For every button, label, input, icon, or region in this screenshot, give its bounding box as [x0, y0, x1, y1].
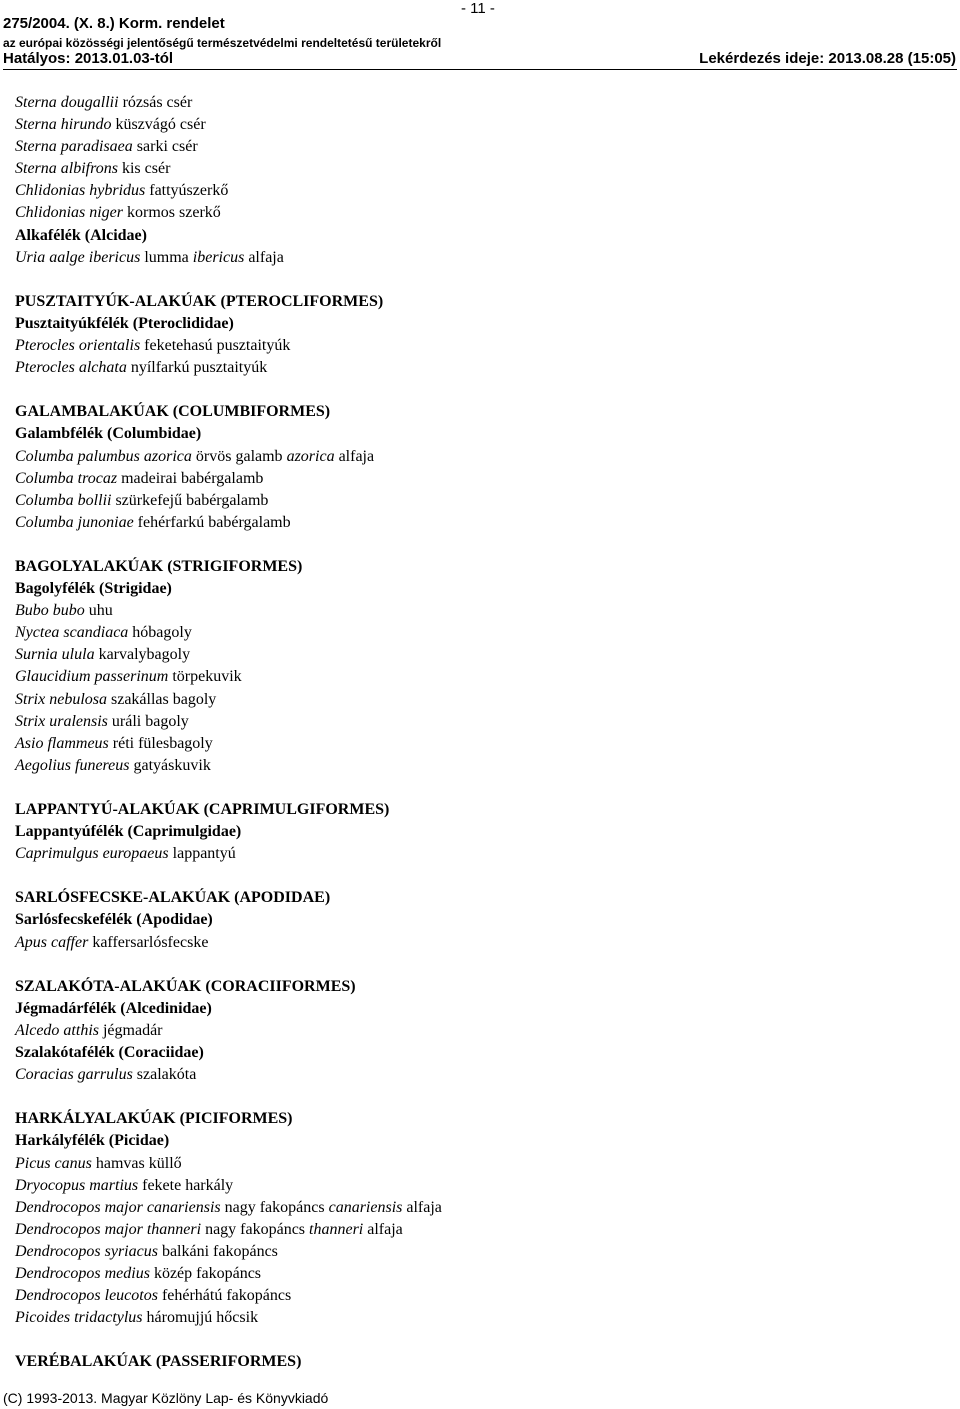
common-name: küszvágó csér	[111, 116, 206, 134]
common-name: Jégmadárfélék (Alcedinidae)	[15, 999, 212, 1017]
species-entry	[15, 92, 945, 114]
blank-line	[15, 954, 945, 976]
common-name: szakállas bagoly	[107, 690, 217, 708]
common-name: SZALAKÓTA-ALAKÚAK (CORACIIFORMES)	[15, 977, 356, 995]
scientific-name: azorica	[286, 447, 335, 465]
species-entry	[15, 357, 945, 379]
species-entry	[15, 644, 945, 666]
common-name: fehérfarkú babérgalamb	[133, 513, 291, 531]
common-name: törpekuvik	[168, 668, 242, 686]
taxon-heading	[15, 556, 945, 578]
scientific-name: Dendrocopos medius	[15, 1264, 150, 1282]
scientific-name: Columba junoniae	[15, 513, 134, 531]
species-entry	[15, 114, 945, 136]
common-name: jégmadár	[98, 1021, 163, 1039]
scientific-name: Sterna albifrons	[15, 160, 118, 178]
common-name: réti fülesbagoly	[108, 734, 213, 752]
scientific-name: Strix uralensis	[15, 712, 108, 730]
species-entry	[15, 711, 945, 733]
scientific-name: Strix nebulosa	[15, 690, 107, 708]
species-entry	[15, 689, 945, 711]
common-name: örvös galamb	[191, 447, 287, 465]
species-entry	[15, 180, 945, 202]
taxon-heading	[15, 1108, 945, 1130]
scientific-name: ibericus	[192, 248, 245, 266]
common-name: fekete harkály	[138, 1176, 234, 1194]
taxon-heading	[15, 423, 945, 445]
common-name: GALAMBALAKÚAK (COLUMBIFORMES)	[15, 403, 331, 421]
scientific-name: Coracias garrulus	[15, 1066, 133, 1084]
scientific-name: Bubo bubo	[15, 602, 85, 620]
common-name: lappantyú	[168, 845, 236, 863]
scientific-name: Dendrocopos leucotos	[15, 1287, 158, 1305]
common-name: alfaja	[334, 447, 375, 465]
blank-line	[15, 534, 945, 556]
species-entry	[15, 932, 945, 954]
common-name: nyílfarkú pusztaityúk	[126, 359, 268, 377]
common-name: kis csér	[117, 160, 171, 178]
species-entry	[15, 1064, 945, 1086]
header-divider	[3, 69, 957, 70]
common-name: LAPPANTYÚ-ALAKÚAK (CAPRIMULGIFORMES)	[15, 801, 390, 818]
scientific-name: Picus canus	[15, 1154, 92, 1172]
species-entry	[15, 1285, 945, 1307]
common-name: Bagolyfélék (Strigidae)	[15, 580, 172, 598]
common-name: feketehasú pusztaityúk	[140, 337, 291, 355]
query-time: Lekérdezés ideje: 2013.08.28 (15:05)	[699, 50, 956, 67]
scientific-name: Apus caffer	[15, 933, 89, 951]
species-entry	[15, 1197, 945, 1219]
common-name: rózsás csér	[118, 94, 193, 111]
scientific-name: Sterna hirundo	[15, 116, 112, 134]
taxon-heading	[15, 1351, 945, 1373]
blank-line	[15, 269, 945, 291]
scientific-name: Pterocles alchata	[15, 359, 127, 377]
common-name: lumma	[140, 248, 193, 266]
blank-line	[15, 777, 945, 799]
scientific-name: Uria aalge ibericus	[15, 248, 141, 266]
scientific-name: Dendrocopos major canariensis	[15, 1198, 221, 1216]
scientific-name: Chlidonias niger	[15, 204, 124, 222]
species-entry	[15, 1219, 945, 1241]
law-subtitle: az európai közösségi jelentőségű természetvédelmi rendeltetésű területekről	[3, 36, 442, 50]
species-entry	[15, 1241, 945, 1263]
species-entry	[15, 666, 945, 688]
species-entry	[15, 843, 945, 865]
taxon-heading	[15, 225, 945, 247]
common-name: fehérhátú fakopáncs	[157, 1287, 292, 1305]
common-name: kaffersarlósfecske	[88, 933, 209, 951]
species-entry	[15, 600, 945, 622]
common-name: nagy fakopáncs	[201, 1220, 310, 1238]
common-name: uhu	[84, 602, 113, 620]
species-entry	[15, 1153, 945, 1175]
common-name: BAGOLYALAKÚAK (STRIGIFORMES)	[15, 557, 303, 575]
species-entry	[15, 136, 945, 158]
common-name: Sarlósfecskefélék (Apodidae)	[15, 911, 213, 929]
scientific-name: Caprimulgus europaeus	[15, 845, 169, 863]
species-list	[15, 92, 945, 1373]
taxon-heading	[15, 401, 945, 423]
taxon-heading	[15, 1130, 945, 1152]
species-entry	[15, 468, 945, 490]
species-entry	[15, 1020, 945, 1042]
scientific-name: Dryocopus martius	[15, 1176, 139, 1194]
common-name: Szalakótafélék (Coraciidae)	[15, 1044, 204, 1062]
species-entry	[15, 1263, 945, 1285]
taxon-heading	[15, 887, 945, 909]
species-entry	[15, 446, 945, 468]
scientific-name: Surnia ulula	[15, 646, 95, 664]
scientific-name: Nyctea scandiaca	[15, 624, 129, 642]
common-name: VERÉBALAKÚAK (PASSERIFORMES)	[15, 1353, 302, 1371]
common-name: szalakóta	[132, 1066, 197, 1084]
blank-line	[15, 865, 945, 887]
common-name: sarki csér	[132, 138, 198, 156]
scientific-name: Alcedo atthis	[15, 1021, 99, 1039]
common-name: gatyáskuvik	[129, 756, 211, 774]
common-name: Alkafélék (Alcidae)	[15, 226, 147, 244]
common-name: szürkefejű babérgalamb	[111, 491, 269, 509]
taxon-heading	[15, 821, 945, 843]
scientific-name: Chlidonias hybridus	[15, 182, 146, 200]
common-name: háromujjú hőcsik	[142, 1309, 259, 1327]
species-entry	[15, 755, 945, 777]
common-name: madeirai babérgalamb	[117, 469, 264, 487]
taxon-heading	[15, 976, 945, 998]
common-name: Galambfélék (Columbidae)	[15, 425, 202, 443]
common-name: kormos szerkő	[123, 204, 221, 222]
scientific-name: Columba trocaz	[15, 469, 118, 487]
taxon-heading	[15, 799, 945, 821]
taxon-heading	[15, 998, 945, 1020]
taxon-heading	[15, 578, 945, 600]
law-title: 275/2004. (X. 8.) Korm. rendelet	[3, 15, 225, 32]
scientific-name: Picoides tridactylus	[15, 1309, 143, 1327]
scientific-name: Glaucidium passerinum	[15, 668, 169, 686]
scientific-name: Sterna paradisaea	[15, 138, 133, 156]
species-entry	[15, 247, 945, 269]
page-number: - 11 -	[461, 0, 495, 17]
effective-date: Hatályos: 2013.01.03-tól	[3, 50, 174, 67]
common-name: fattyúszerkő	[145, 182, 229, 200]
common-name: alfaja	[363, 1220, 403, 1238]
common-name: hóbagoly	[128, 624, 192, 642]
common-name: Pusztaityúkfélék (Pteroclididae)	[15, 314, 234, 332]
common-name: hamvas küllő	[91, 1154, 182, 1172]
scientific-name: thanneri	[309, 1220, 364, 1238]
taxon-heading	[15, 909, 945, 931]
species-entry	[15, 1175, 945, 1197]
scientific-name: Dendrocopos syriacus	[15, 1242, 158, 1260]
common-name: PUSZTAITYÚK-ALAKÚAK (PTEROCLIFORMES)	[15, 292, 384, 310]
taxon-heading	[15, 1042, 945, 1064]
common-name: Harkályfélék (Picidae)	[15, 1132, 170, 1150]
common-name: alfaja	[402, 1198, 442, 1216]
common-name: Lappantyúfélék (Caprimulgidae)	[15, 823, 242, 841]
taxon-heading	[15, 291, 945, 313]
species-entry	[15, 202, 945, 224]
scientific-name: canariensis	[328, 1198, 403, 1216]
species-entry	[15, 490, 945, 512]
common-name: SARLÓSFECSKE-ALAKÚAK (APODIDAE)	[15, 889, 331, 907]
common-name: alfaja	[244, 248, 284, 266]
species-entry	[15, 1307, 945, 1329]
blank-line	[15, 379, 945, 401]
blank-line	[15, 1329, 945, 1351]
common-name: balkáni fakopáncs	[157, 1242, 278, 1260]
scientific-name: Pterocles orientalis	[15, 337, 141, 355]
common-name: HARKÁLYALAKÚAK (PICIFORMES)	[15, 1110, 293, 1128]
scientific-name: Aegolius funereus	[15, 756, 130, 774]
blank-line	[15, 1086, 945, 1108]
scientific-name: Dendrocopos major thanneri	[15, 1220, 202, 1238]
common-name: közép fakopáncs	[149, 1264, 262, 1282]
common-name: nagy fakopáncs	[220, 1198, 329, 1216]
species-entry	[15, 158, 945, 180]
footer-copyright: (C) 1993-2013. Magyar Közlöny Lap- és Könyvkiadó	[3, 1390, 329, 1406]
species-entry	[15, 335, 945, 357]
scientific-name: Asio flammeus	[15, 734, 109, 752]
species-entry	[15, 622, 945, 644]
scientific-name: Columba bollii	[15, 491, 112, 509]
species-entry	[15, 733, 945, 755]
scientific-name: Columba palumbus azorica	[15, 447, 192, 465]
common-name: uráli bagoly	[107, 712, 189, 730]
species-entry	[15, 512, 945, 534]
common-name: karvalybagoly	[94, 646, 191, 664]
taxon-heading	[15, 313, 945, 335]
scientific-name: Sterna dougallii	[15, 94, 119, 111]
